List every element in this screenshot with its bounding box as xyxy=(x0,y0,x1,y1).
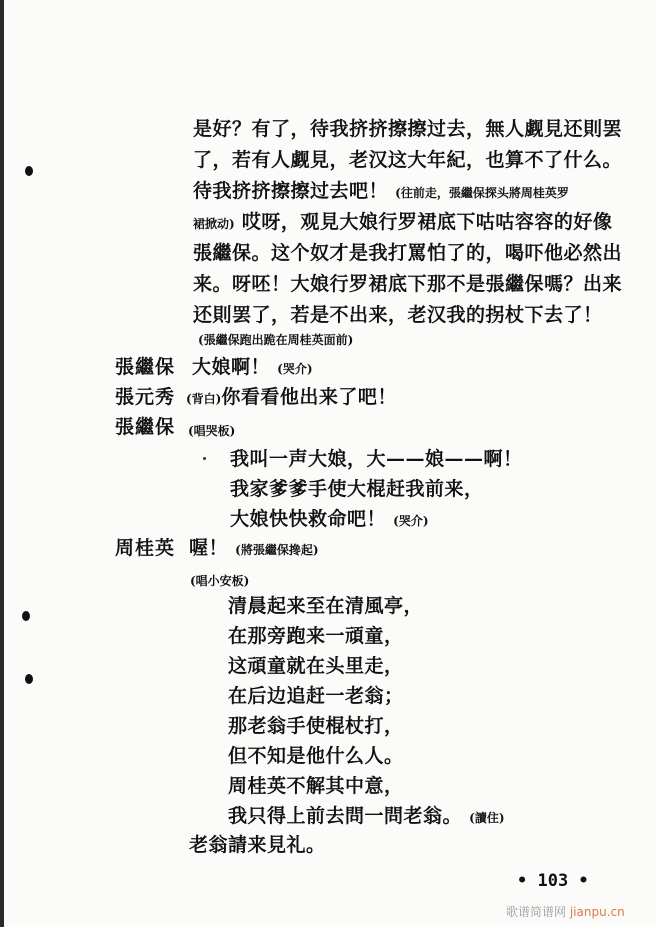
stage-direction: (哭介) xyxy=(393,514,429,528)
monologue-line: 是好？有了，待我挤挤擦擦过去，無人觑見还則罢 xyxy=(193,118,623,140)
page-number: • 103 • xyxy=(517,871,589,891)
binding-hole xyxy=(25,166,33,176)
speaker-name: 周桂英 xyxy=(115,537,176,559)
speaker-name: 張元秀 xyxy=(115,386,176,408)
song-line: 这頑童就在头里走， xyxy=(228,655,404,677)
speaker-name: 張繼保 xyxy=(115,416,176,438)
song-line: 周桂英不解其中意， xyxy=(228,775,404,797)
stage-direction: (往前走，張繼保探头將周桂英罗 xyxy=(395,186,569,200)
monologue-line xyxy=(193,210,612,236)
dialogue-line xyxy=(186,385,397,411)
scan-left-edge xyxy=(0,0,4,927)
monologue-line xyxy=(193,179,569,205)
stage-direction: (哭介) xyxy=(277,362,313,376)
dialogue-line xyxy=(189,536,319,562)
print-speck xyxy=(203,457,206,460)
stage-direction: 裙掀动) xyxy=(193,217,235,231)
song-line: 但不知是他什么人。 xyxy=(228,745,404,767)
stage-direction: (將張繼保搀起) xyxy=(235,543,319,557)
dialogue-text: 喔！ xyxy=(189,537,229,559)
speaker-name: 張繼保 xyxy=(115,356,176,378)
monologue-line: 張繼保。这个奴才是我打罵怕了的，喝吓他必然出 xyxy=(193,242,623,264)
song-text: 大娘快快救命吧！ xyxy=(230,508,387,530)
stage-direction: (唱小安板) xyxy=(190,574,250,588)
monologue-text: 哎呀，观見大娘行罗裙底下咕咕容容的好像 xyxy=(241,211,613,233)
binding-hole xyxy=(22,611,30,621)
monologue-line: 了，若有人觑見，老汉这大年紀，也算不了什么。 xyxy=(193,149,623,171)
song-line: 清晨起来至在清風亭， xyxy=(228,595,424,617)
monologue-line: 来。呀呸！大娘行罗裙底下那不是張繼保嗎？出来 xyxy=(193,273,623,295)
binding-hole xyxy=(25,674,33,684)
monologue-line: 还則罢了，若是不出来，老汉我的拐杖下去了！ xyxy=(193,304,603,326)
watermark-url: jianpu.cn xyxy=(569,905,625,919)
song-line: 在后边追赶一老翁； xyxy=(228,685,404,707)
dialogue-text: 大娘啊！ xyxy=(192,356,271,378)
song-line: 那老翁手使棍杖打， xyxy=(228,715,404,737)
dialogue-text: 你看看他出来了吧！ xyxy=(221,386,397,408)
song-line xyxy=(230,507,429,533)
stage-direction: (讀住) xyxy=(469,811,505,825)
monologue-text: 待我挤挤擦擦过去吧！ xyxy=(193,180,389,202)
stage-direction: (背白) xyxy=(186,392,222,406)
song-line: 在那旁跑来一頑童， xyxy=(228,625,404,647)
song-line: 我家爹爹手使大棍赶我前来， xyxy=(230,478,484,500)
dialogue-line xyxy=(192,355,313,381)
stage-direction: (唱哭板) xyxy=(188,424,236,438)
watermark xyxy=(506,903,625,920)
song-line: 我叫一声大娘，大——娘——啊！ xyxy=(230,448,523,470)
stage-direction: (張繼保跑出跪在周桂英面前) xyxy=(198,333,354,347)
closing-line: 老翁請来見礼。 xyxy=(189,834,326,856)
watermark-text: 歌谱简谱网 xyxy=(506,905,567,919)
song-text: 我只得上前去問一問老翁。 xyxy=(228,805,463,827)
song-line xyxy=(228,804,505,830)
